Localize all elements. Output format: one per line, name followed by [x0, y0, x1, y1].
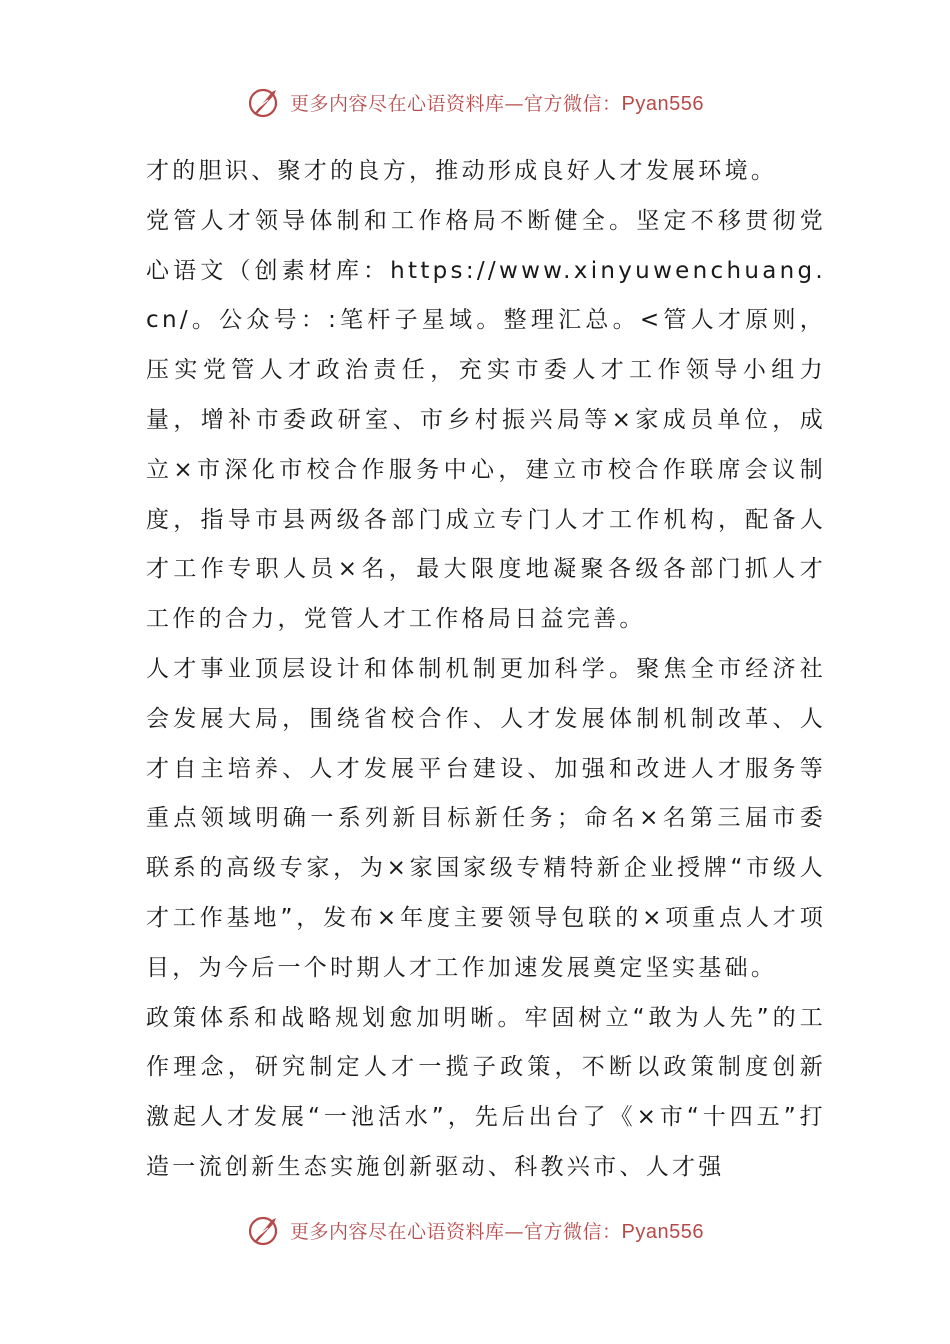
- wechat-id: Pyan556: [621, 1220, 704, 1243]
- banner-text: 更多内容尽在心语资料库—官方微信：Pyan556: [290, 1220, 704, 1243]
- quill-seal-icon: [246, 84, 282, 120]
- paragraph-2: 党管人才领导体制和工作格局不断健全。坚定不移贯彻党心语文（创素材库：https://www.xinyuwenchuang.cn/。公众号：:笔杆子星域。整理汇总。<管人才原则，压实党管人才政治责任，充实市委人才工作领导小组力量，增补市委政研室、市乡村振兴局等×家成员单位，成立×市深化市校合作服务中心，建立市校合作联席会议制度，指导市县两级各部门成立专门人才工作机构，配备人才工作专职人员×名，最大限度地凝聚各级各部门抓人才工作的合力，党管人才工作格局日益完善。: [146, 207, 826, 633]
- banner-text: 更多内容尽在心语资料库—官方微信：Pyan556: [290, 92, 704, 115]
- quill-seal-icon: [246, 1212, 282, 1248]
- paragraph-4: 政策体系和战略规划愈加明晰。牢固树立“敢为人先”的工作理念，研究制定人才一揽子政策，不断以政策制度创新激起人才发展“一池活水”，先后出台了《×市“十四五”打造一流创新生态实施创新驱动、科教兴市、人才强: [146, 1004, 826, 1180]
- document-body: [146, 147, 826, 1193]
- wechat-id: Pyan556: [621, 92, 704, 115]
- footer-banner: [0, 1210, 950, 1250]
- paragraph-1: 才的胆识、聚才的良方，推动形成良好人才发展环境。: [146, 158, 778, 184]
- header-banner: [0, 82, 950, 122]
- paragraph-3: 人才事业顶层设计和体制机制更加科学。聚焦全市经济社会发展大局，围绕省校合作、人才发展体制机制改革、人才自主培养、人才发展平台建设、加强和改进人才服务等重点领域明确一系列新目标新任务；命名×名第三届市委联系的高级专家，为×家国家级专精特新企业授牌“市级人才工作基地”，发布×年度主要领导包联的×项重点人才项目，为今后一个时期人才工作加速发展奠定坚实基础。: [146, 655, 826, 981]
